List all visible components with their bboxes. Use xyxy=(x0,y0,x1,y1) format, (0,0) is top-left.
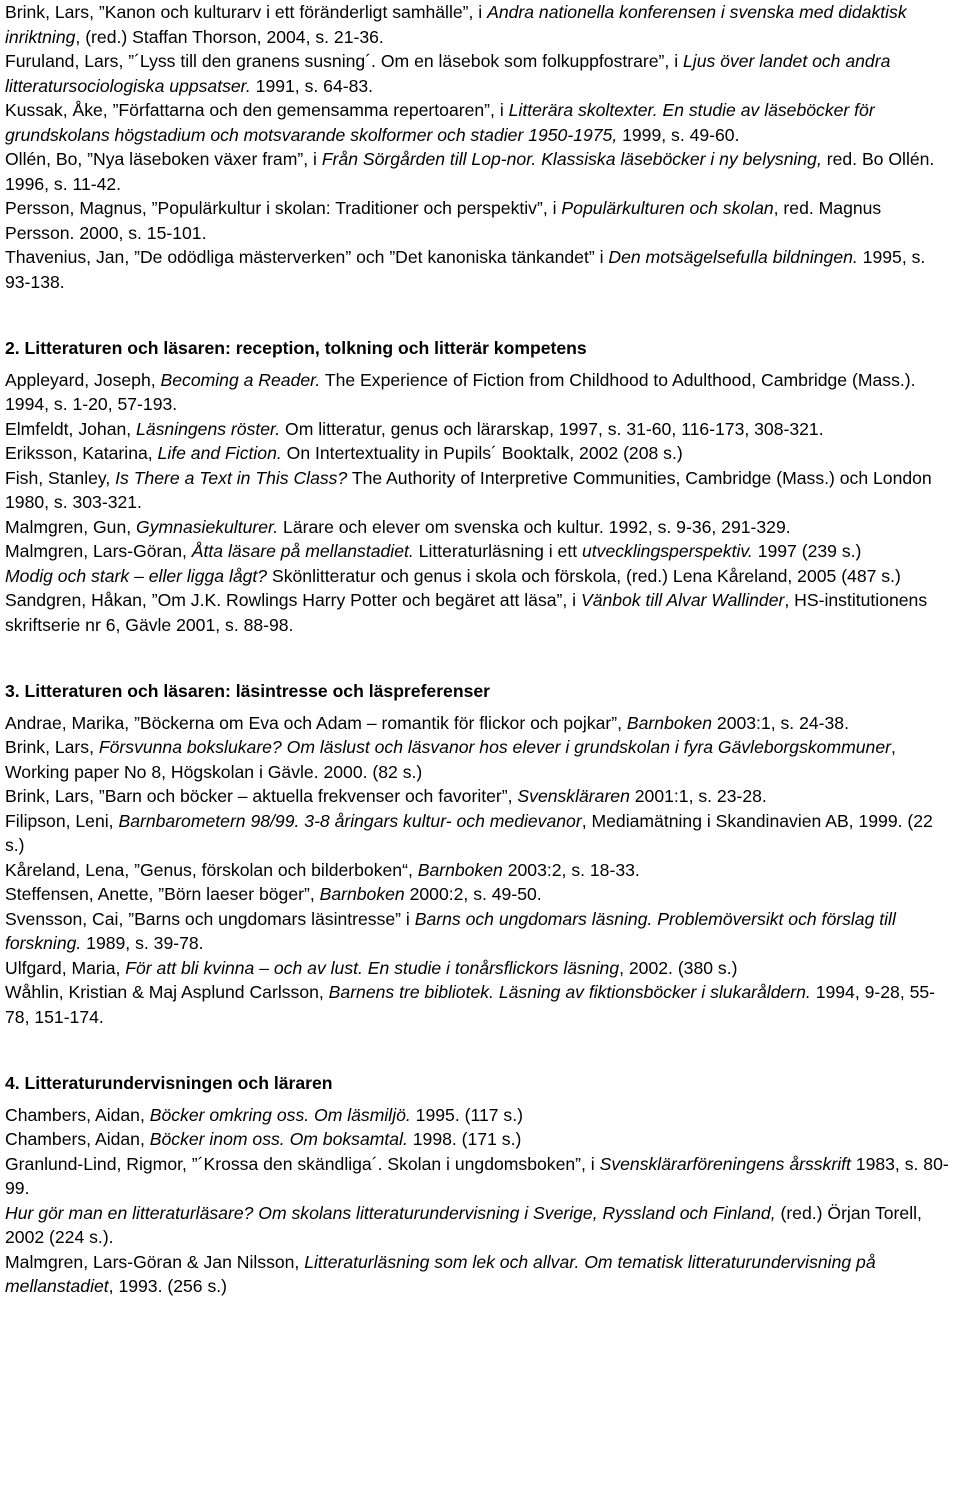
text-segment: Wåhlin, Kristian & Maj Asplund Carlsson, xyxy=(5,982,329,1002)
text-segment: 2003:2, s. 18-33. xyxy=(502,859,640,880)
italic-segment: Ljus över landet och andra litteratursociologiska uppsatser. xyxy=(5,51,891,96)
bib-entry xyxy=(5,466,955,515)
italic-segment: utvecklingsperspektiv. xyxy=(582,541,753,561)
italic-segment: Försvunna bokslukare? xyxy=(98,737,282,757)
text-segment: Skönlitteratur och genus i skola och förskola xyxy=(267,565,617,586)
section-1-list xyxy=(5,0,955,294)
bib-entry xyxy=(5,907,955,956)
bib-entry xyxy=(5,0,955,49)
bib-entry xyxy=(5,1127,955,1152)
italic-segment: 3-8 åringars kultur- och medievanor xyxy=(299,810,582,831)
text-segment: Brink, Lars, ”Kanon och kulturarv i ett föränderligt samhälle”, i xyxy=(5,2,488,22)
text-segment: Sandgren, Håkan, ”Om J.K. Rowlings Harry Potter och begäret att läsa”, i xyxy=(5,590,581,610)
italic-segment: En studie av läseböcker för grundskolans högstadium och motsvarande skolformer och stadier 1950-1975, xyxy=(5,100,875,145)
italic-segment: Åtta läsare på mellanstadiet. xyxy=(191,541,414,561)
text-segment: Malmgren, Lars-Göran, xyxy=(5,541,192,561)
italic-segment: Vänbok till Alvar Wallinder xyxy=(580,590,785,610)
bib-entry xyxy=(5,956,955,981)
text-segment: Cambridge (Mass.). 1994, s. 1-20, 57-193. xyxy=(5,369,916,414)
italic-segment: Från Sörgården till Lop-nor. xyxy=(321,149,537,169)
bib-entry xyxy=(5,368,955,417)
italic-segment: En studie i tonårsflickors läsning xyxy=(362,957,620,978)
italic-segment: Läsning av fiktionsböcker i slukaråldern. xyxy=(493,982,811,1002)
italic-segment: Becoming a Reader. xyxy=(160,369,321,390)
italic-segment: Barnens tre bibliotek. xyxy=(328,982,494,1002)
italic-segment: Barns och ungdomars läsning. xyxy=(414,908,653,929)
text-segment: 1999, s. 49-60. xyxy=(617,124,740,145)
italic-segment: Litteraturläsning som lek och allvar. xyxy=(304,1251,580,1272)
bib-entry xyxy=(5,588,955,637)
text-segment: Appleyard, Joseph, xyxy=(5,369,161,390)
italic-segment: Populärkulturen och skolan xyxy=(561,198,774,218)
section-heading: 2. Litteraturen och läsaren: reception, tolkning och litterär kompetens xyxy=(5,338,587,358)
italic-segment: Barnbarometern 98/99. xyxy=(118,810,300,831)
bib-entry xyxy=(5,711,955,736)
text-segment: Granlund-Lind, Rigmor, ”´Krossa den skändliga´. Skolan i ungdomsboken”, i xyxy=(5,1153,600,1174)
text-segment: 1983, s. 80-99. xyxy=(5,1153,949,1198)
bib-entry xyxy=(5,49,955,98)
text-segment: Thavenius, Jan, ”De odödliga mästerverken” och ”Det kanoniska tänkandet” i xyxy=(5,247,609,267)
italic-segment: Böcker omkring oss. Om läsmiljö. xyxy=(149,1104,411,1125)
text-segment: , Mediamätning i Skandinavien AB, 1999. (22 s.) xyxy=(5,810,933,855)
italic-segment: För att bli kvinna – och av lust. xyxy=(125,957,363,978)
text-segment: Steffensen, Anette, ”Börn laeser böger”, xyxy=(5,884,320,904)
text-segment: Kussak, Åke, ”Författarna och den gemensamma repertoaren”, i xyxy=(5,100,509,120)
bib-entry xyxy=(5,539,955,564)
italic-segment: Life and Fiction. xyxy=(157,443,282,463)
text-segment: Chambers, Aidan, xyxy=(5,1129,150,1149)
text-segment: The Experience of Fiction from Childhood to Adulthood, xyxy=(320,369,757,390)
text-segment: Malmgren, Gun, xyxy=(5,516,137,537)
italic-segment: Den motsägelsefulla bildningen. xyxy=(608,247,858,267)
italic-segment: Is There a Text in This Class? xyxy=(115,467,348,488)
italic-segment: Svenskläraren xyxy=(517,786,630,806)
bib-entry xyxy=(5,441,955,466)
italic-segment: Svensklärarföreningens årsskrift xyxy=(599,1153,851,1174)
text-segment: Elmfeldt, Johan, xyxy=(5,418,137,439)
section-heading: 3. Litteraturen och läsaren: läsintresse och läspreferenser xyxy=(5,681,491,701)
bib-entry xyxy=(5,196,955,245)
text-segment: 2000:2, s. 49-50. xyxy=(404,884,542,904)
text-segment: , 2002 (208 s.) xyxy=(569,443,683,463)
text-segment: Eriksson, Katarina, xyxy=(5,443,158,463)
text-segment: Kåreland, Lena, ”Genus, förskolan och bilderboken“, xyxy=(5,859,418,880)
text-segment: Lärare och elever om svenska och kultur. xyxy=(278,516,604,537)
text-segment: 1994, 9-28, 55-78, 151-174. xyxy=(5,982,936,1027)
bib-entry xyxy=(5,245,955,294)
text-segment: , (red.) Lena Kåreland, 2005 (487 s.) xyxy=(616,565,901,586)
italic-segment: Barnboken xyxy=(417,859,503,880)
italic-segment: Hur gör man en litteraturläsare? xyxy=(5,1202,254,1223)
italic-segment: Läsningens röster. xyxy=(136,418,281,439)
text-segment: , Working paper No 8, Högskolan i Gävle. 2000. (82 s.) xyxy=(5,737,896,782)
text-segment: 1992, s. 9-36, 291-329. xyxy=(603,516,791,537)
document-page xyxy=(5,0,955,1299)
italic-segment: Problemöversikt och förslag till forskning. xyxy=(5,908,896,953)
section-heading: 4. Litteraturundervisningen och läraren xyxy=(5,1073,333,1093)
text-segment: 2001:1, s. 23-28. xyxy=(629,786,767,806)
text-segment: , (red.) Staffan Thorson, 2004, s. 21-36. xyxy=(75,26,384,47)
text-segment: Brink, Lars, xyxy=(5,737,99,757)
text-segment: Ulfgard, Maria, xyxy=(5,957,126,978)
section-4 xyxy=(5,1071,955,1299)
italic-segment: Barnboken xyxy=(626,712,713,733)
italic-segment: Barnboken xyxy=(319,884,405,904)
italic-segment: Litterära skoltexter. xyxy=(508,100,658,120)
italic-segment: Om skolans litteraturundervisning i Sverige, Ryssland och Finland, xyxy=(253,1202,776,1223)
bib-entry xyxy=(5,882,955,907)
text-segment: , 2002. (380 s.) xyxy=(619,957,738,978)
italic-segment: Om läslust och läsvanor hos elever i grundskolan i fyra Gävleborgskommuner xyxy=(281,737,891,757)
text-segment: Filipson, Leni, xyxy=(5,810,119,831)
text-segment: Malmgren, Lars-Göran & Jan Nilsson, xyxy=(5,1251,305,1272)
bib-entry xyxy=(5,1250,955,1299)
text-segment: , HS-institutionens skriftserie nr 6, Gävle 2001, s. 88-98. xyxy=(5,590,928,635)
text-segment: , red. Magnus Persson. 2000, s. 15-101. xyxy=(5,198,882,243)
bib-entry xyxy=(5,1152,955,1201)
text-segment: Ollén, Bo, ”Nya läseboken växer fram”, i xyxy=(5,149,322,169)
text-segment: Chambers, Aidan, xyxy=(5,1104,150,1125)
text-segment: On Intertextuality in Pupils´ Booktalk xyxy=(281,443,570,463)
bib-entry xyxy=(5,980,955,1029)
text-segment: Furuland, Lars, ”´Lyss till den granens susning´. Om en läsebok som folkuppfostrare”, i xyxy=(5,51,683,71)
bib-entry xyxy=(5,98,955,147)
text-segment: Om litteratur, genus och lärarskap xyxy=(280,418,550,439)
bib-entry xyxy=(5,515,955,540)
text-segment: red. Bo Ollén. 1996, s. 11-42. xyxy=(5,149,935,194)
text-segment: Litteraturläsning i ett xyxy=(413,541,582,561)
italic-segment: Gymnasiekulturer. xyxy=(136,516,279,537)
bib-entry xyxy=(5,147,955,196)
italic-segment: Klassiska läseböcker i ny belysning, xyxy=(536,149,822,169)
bib-entry xyxy=(5,417,955,442)
text-segment: 1991, s. 64-83. xyxy=(250,75,374,96)
bib-entry xyxy=(5,809,955,858)
text-segment: Persson, Magnus, ”Populärkultur i skolan: Traditioner och perspektiv”, i xyxy=(5,198,562,218)
text-segment: The Authority of Interpretive Communities xyxy=(347,467,676,488)
bib-entry xyxy=(5,784,955,809)
text-segment: Brink, Lars, ”Barn och böcker – aktuella frekvenser och favoriter”, xyxy=(5,786,518,806)
text-segment: , 1993. (256 s.) xyxy=(108,1276,228,1296)
text-segment: , Cambridge (Mass.) och London 1980, s. 303-321. xyxy=(5,467,932,512)
section-3 xyxy=(5,679,955,1029)
text-segment: (red.) Örjan Torell, 2002 (224 s.). xyxy=(5,1202,922,1247)
text-segment: , 1997, s. 31-60, 116-173, 308-321. xyxy=(549,418,824,439)
text-segment: 1998. (171 s.) xyxy=(407,1129,522,1149)
text-segment: 2003:1, s. 24-38. xyxy=(712,712,849,733)
section-2 xyxy=(5,336,955,637)
italic-segment: Andra nationella konferensen i svenska med didaktisk inriktning xyxy=(5,2,907,47)
text-segment: 1995. (117 s.) xyxy=(410,1104,523,1125)
text-segment: 1989, s. 39-78. xyxy=(81,933,204,953)
text-segment: 1997 (239 s.) xyxy=(752,541,862,561)
text-segment: 1995, s. 93-138. xyxy=(5,247,926,292)
text-segment: Fish, Stanley, xyxy=(5,467,116,488)
bib-entry xyxy=(5,564,955,589)
text-segment: Andrae, Marika, ”Böckerna om Eva och Adam – romantik för flickor och pojkar”, xyxy=(5,712,627,733)
bib-entry xyxy=(5,1103,955,1128)
italic-segment: Modig och stark – eller ligga lågt? xyxy=(5,565,268,586)
text-segment: Svensson, Cai, ”Barns och ungdomars läsintresse” i xyxy=(5,908,415,929)
bib-entry xyxy=(5,735,955,784)
bib-entry xyxy=(5,858,955,883)
italic-segment: Om tematisk litteraturundervisning på mellanstadiet xyxy=(5,1251,876,1296)
bib-entry xyxy=(5,1201,955,1250)
italic-segment: Böcker inom oss. Om boksamtal. xyxy=(149,1129,408,1149)
